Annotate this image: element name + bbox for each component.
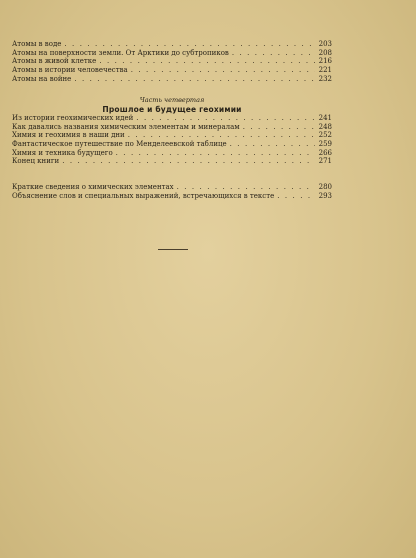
- toc-entry: [12, 183, 332, 192]
- toc-entry-page: 203: [318, 40, 332, 48]
- toc-entry-title: Из истории геохимических идей: [12, 114, 134, 122]
- end-divider-rule: [158, 249, 188, 250]
- toc-entry-title: Конец книги: [12, 157, 60, 166]
- toc-entry: [12, 40, 332, 49]
- toc-leader-dots: [62, 157, 315, 166]
- toc-entry-page: 208: [318, 48, 332, 57]
- toc-entry: [12, 123, 332, 132]
- toc-leader-dots: [128, 131, 315, 140]
- part-title: Прошлое и будущее геохимии: [102, 105, 242, 114]
- toc-entry-page: 248: [318, 122, 332, 131]
- toc-leader-dots: [277, 192, 315, 201]
- toc-entry-title: Химия и техника будущего: [12, 148, 113, 157]
- toc-entry-page: 271: [318, 157, 332, 166]
- toc-entry-title: Объяснение слов и специальных выражений, встречающихся в тексте: [12, 191, 275, 200]
- toc-entry: [12, 149, 332, 158]
- toc-section-appendix: [12, 183, 332, 200]
- toc-leader-dots: [230, 140, 315, 149]
- toc-entry-page: 241: [318, 114, 332, 122]
- toc-leader-dots: [243, 123, 315, 132]
- toc-entry-page: 232: [318, 74, 332, 83]
- toc-entry-page: 293: [318, 191, 332, 200]
- toc-entry-title: Атомы в воде: [12, 40, 62, 48]
- toc-entry: [12, 57, 332, 66]
- toc-entry-page: 266: [318, 148, 332, 157]
- toc-entry-title: Фантастическое путешествие по Менделеевской таблице: [12, 140, 227, 149]
- toc-entry-title: Атомы на поверхности земли. От Арктики до субтропиков: [12, 48, 229, 57]
- toc-section-part-four: [12, 114, 332, 166]
- toc-entry-title: Краткие сведения о химических элементах: [12, 183, 174, 191]
- toc-leader-dots: [74, 75, 315, 84]
- toc-leader-dots: [99, 57, 315, 66]
- toc-entry-title: Атомы на войне: [12, 74, 72, 83]
- toc-leader-dots: [131, 66, 315, 75]
- toc-entry: [12, 114, 332, 123]
- toc-entry-title: Химия и геохимия в наши дни: [12, 131, 125, 140]
- toc-entry-page: 280: [318, 183, 332, 191]
- toc-leader-dots: [64, 40, 315, 49]
- toc-entry-page: 252: [318, 131, 332, 140]
- toc-entry: [12, 131, 332, 140]
- toc-entry-title: Атомы в истории человечества: [12, 66, 128, 75]
- toc-entry-page: 221: [318, 66, 332, 75]
- toc-leader-dots: [116, 149, 315, 158]
- toc-entry: [12, 66, 332, 75]
- toc-leader-dots: [177, 183, 315, 192]
- toc-entry-title: Атомы в живой клетке: [12, 57, 97, 66]
- part-label: Часть четвертая: [139, 96, 205, 104]
- toc-section-atoms: [12, 40, 332, 83]
- toc-entry: [12, 157, 332, 166]
- toc-entry-page: 216: [318, 57, 332, 66]
- toc-entry-page: 259: [318, 140, 332, 149]
- toc-entry: [12, 140, 332, 149]
- toc-entry: [12, 192, 332, 201]
- toc-leader-dots: [232, 49, 315, 58]
- toc-entry: [12, 75, 332, 84]
- toc-entry-title: Как давались названия химическим элементам и минералам: [12, 122, 240, 131]
- toc-leader-dots: [136, 114, 315, 123]
- toc-entry: [12, 49, 332, 58]
